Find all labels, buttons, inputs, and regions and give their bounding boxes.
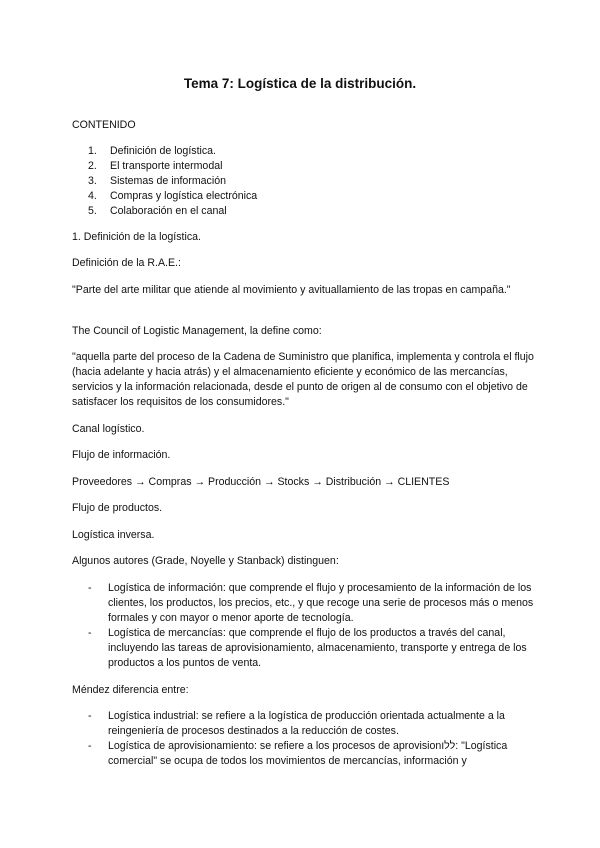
list-item (88, 204, 257, 219)
canal-logistico: Canal logístico. (72, 423, 145, 435)
council-quote: "aquella parte del proceso de la Cadena de Suministro que planifica, implementa y controla el flujo (hacia adelante y hacia atrás) y el almacenamiento eficiente y económico de las mercancías, servicios y la información relacionada, desde el punto de origen al de consumo con el objetivo de satisfacer los requisitos de los consumidores." (72, 351, 534, 408)
list-item (88, 709, 538, 739)
list-dash: - (88, 627, 92, 639)
list-text: Definición de logística. (110, 145, 216, 157)
list-text: Logística de mercancías: que comprende el flujo de los productos a través del canal, incluyendo las tareas de aprovisionamiento, almacenamiento, transporte y entrega de los productos a los puntos de venta. (108, 627, 527, 669)
list-number: 5. (88, 205, 97, 217)
mendez-list (88, 709, 538, 769)
flujo-productos: Flujo de productos. (72, 502, 163, 514)
autores-list (88, 581, 538, 671)
contenido-label: CONTENIDO (72, 119, 136, 131)
list-text: Logística de información: que comprende el flujo y procesamiento de la información de los clientes, los productos, los precios, etc., y que recoge una serie de procesos más o menos formales y con mayor o menor aporte de tecnología. (108, 582, 534, 624)
list-item (88, 144, 257, 159)
page-title: Tema 7: Logística de la distribución. (183, 76, 417, 91)
list-item (88, 581, 538, 626)
contenido-list (88, 144, 257, 219)
list-dash: - (88, 710, 92, 722)
list-item (88, 159, 257, 174)
list-dash: - (88, 740, 92, 752)
list-number: 1. (88, 145, 97, 157)
flujo-informacion: Flujo de información. (72, 449, 171, 461)
list-number: 4. (88, 190, 97, 202)
logistica-inversa: Logística inversa. (72, 529, 155, 541)
list-text: Logística industrial: se refiere a la logística de producción orientada actualmente a la reingeniería de procesos destinados a la reducción de costes. (108, 710, 505, 737)
section-heading: 1. Definición de la logística. (72, 231, 201, 243)
list-item (88, 189, 257, 204)
list-text: Sistemas de información (110, 175, 226, 187)
mendez-label: Méndez diferencia entre: (72, 684, 189, 696)
rae-quote: "Parte del arte militar que atiende al movimiento y avituallamiento de las tropas en campaña." (72, 284, 511, 296)
list-number: 3. (88, 175, 97, 187)
list-item (88, 174, 257, 189)
list-item (88, 626, 538, 671)
list-text: Colaboración en el canal (110, 205, 227, 217)
flow-line: Proveedores → Compras → Producción → Stocks → Distribución → CLIENTES (72, 476, 450, 488)
list-text: Logística de aprovisionamiento: se refiere a los procesos de aprovisionללו: "Logística comercial" se ocupa de todos los movimientos de mercancías, información y (108, 740, 508, 767)
rae-label: Definición de la R.A.E.: (72, 257, 181, 269)
council-label: The Council of Logistic Management, la define como: (72, 325, 322, 337)
autores-label: Algunos autores (Grade, Noyelle y Stanback) distinguen: (72, 555, 339, 567)
list-dash: - (88, 582, 92, 594)
list-text: El transporte intermodal (110, 160, 223, 172)
list-number: 2. (88, 160, 97, 172)
list-item (88, 739, 538, 769)
list-text: Compras y logística electrónica (110, 190, 258, 202)
